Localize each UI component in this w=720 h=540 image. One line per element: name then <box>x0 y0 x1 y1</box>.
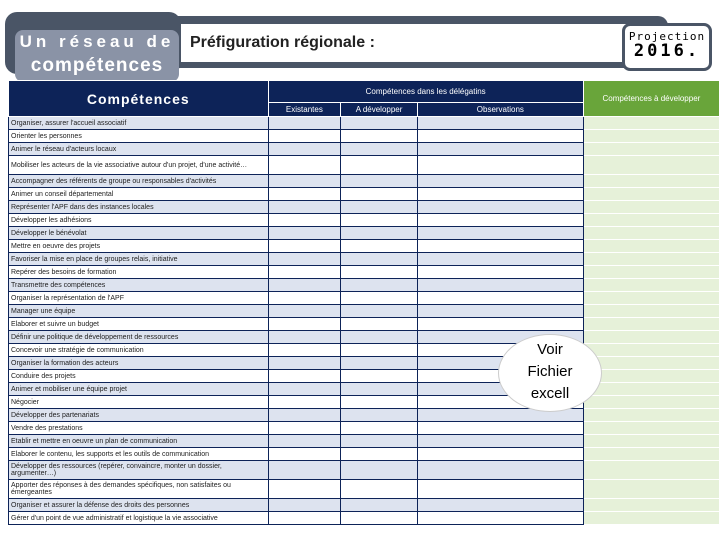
cell-competences-a-developper[interactable] <box>583 383 719 396</box>
projection-label: Projection <box>628 30 706 43</box>
cell-competences-a-developper[interactable] <box>583 227 719 240</box>
table-row <box>9 156 720 175</box>
cell-existantes[interactable] <box>268 292 341 305</box>
cell-existantes[interactable] <box>268 409 341 422</box>
cell-observations[interactable] <box>417 292 583 305</box>
competence-label: Elaborer le contenu, les supports et les outils de communication <box>9 448 269 461</box>
col-a-developper: A développer <box>341 103 418 117</box>
cell-existantes[interactable] <box>268 331 341 344</box>
cell-existantes[interactable] <box>268 305 341 318</box>
cell-observations[interactable] <box>417 461 583 480</box>
col-competences: Compétences <box>9 81 269 117</box>
cell-competences-a-developper[interactable] <box>583 318 719 331</box>
cell-existantes[interactable] <box>268 448 341 461</box>
competence-label: Vendre des prestations <box>9 422 269 435</box>
cell-a-developper[interactable] <box>341 117 418 130</box>
competence-label: Favoriser la mise en place de groupes relais, initiative <box>9 253 269 266</box>
projection-badge <box>622 23 712 71</box>
competence-label: Définir une politique de développement de ressources <box>9 331 269 344</box>
logo-line1: Un réseau de <box>19 32 175 51</box>
cell-a-developper[interactable] <box>341 156 418 175</box>
cell-existantes[interactable] <box>268 201 341 214</box>
cell-a-developper[interactable] <box>341 188 418 201</box>
cell-a-developper[interactable] <box>341 396 418 409</box>
see-excel-callout <box>498 334 602 412</box>
cell-existantes[interactable] <box>268 156 341 175</box>
cell-existantes[interactable] <box>268 480 341 499</box>
table-row <box>9 175 720 188</box>
logo <box>5 12 181 74</box>
cell-existantes[interactable] <box>268 357 341 370</box>
competence-label: Organiser, assurer l'accueil associatif <box>9 117 269 130</box>
competence-label: Représenter l'APF dans des instances locales <box>9 201 269 214</box>
table-row <box>9 318 720 331</box>
competence-label: Mettre en oeuvre des projets <box>9 240 269 253</box>
cell-a-developper[interactable] <box>341 435 418 448</box>
callout-line2: Fichier <box>527 363 573 380</box>
competence-label: Repérer des besoins de formation <box>9 266 269 279</box>
cell-existantes[interactable] <box>268 499 341 512</box>
cell-a-developper[interactable] <box>341 305 418 318</box>
table-row <box>9 409 720 422</box>
projection-year: 2016. <box>633 41 701 61</box>
table-row <box>9 461 720 480</box>
cell-observations[interactable] <box>417 201 583 214</box>
table-row <box>9 305 720 318</box>
cell-a-developper[interactable] <box>341 279 418 292</box>
competence-label: Développer le bénévolat <box>9 227 269 240</box>
competence-label: Développer des partenariats <box>9 409 269 422</box>
cell-observations[interactable] <box>417 305 583 318</box>
cell-existantes[interactable] <box>268 240 341 253</box>
table-row <box>9 422 720 435</box>
competence-label: Mobiliser les acteurs de la vie associative autour d'un projet, d'une activité… <box>9 156 269 175</box>
cell-existantes[interactable] <box>268 253 341 266</box>
cell-competences-a-developper[interactable] <box>583 253 719 266</box>
table-row <box>9 188 720 201</box>
table-row <box>9 292 720 305</box>
competence-label: Manager une équipe <box>9 305 269 318</box>
competence-label: Organiser la représentation de l'APF <box>9 292 269 305</box>
cell-a-developper[interactable] <box>341 448 418 461</box>
cell-observations[interactable] <box>417 117 583 130</box>
table-row <box>9 344 720 357</box>
cell-observations[interactable] <box>417 253 583 266</box>
cell-observations[interactable] <box>417 448 583 461</box>
cell-a-developper[interactable] <box>341 383 418 396</box>
competence-label: Transmettre des compétences <box>9 279 269 292</box>
table-row <box>9 214 720 227</box>
cell-a-developper[interactable] <box>341 409 418 422</box>
page-title: Préfiguration régionale : <box>190 34 375 51</box>
cell-competences-a-developper[interactable] <box>583 435 719 448</box>
competence-label: Orienter les personnes <box>9 130 269 143</box>
cell-competences-a-developper[interactable] <box>583 266 719 279</box>
competence-label: Animer un conseil départemental <box>9 188 269 201</box>
table-row <box>9 143 720 156</box>
competence-label: Gérer d'un point de vue administratif et logistique la vie associative <box>9 512 269 525</box>
cell-competences-a-developper[interactable] <box>583 344 719 357</box>
cell-observations[interactable] <box>417 422 583 435</box>
cell-existantes[interactable] <box>268 461 341 480</box>
cell-competences-a-developper[interactable] <box>583 117 719 130</box>
cell-existantes[interactable] <box>268 370 341 383</box>
cell-existantes[interactable] <box>268 188 341 201</box>
table-row <box>9 253 720 266</box>
cell-a-developper[interactable] <box>341 214 418 227</box>
cell-observations[interactable] <box>417 318 583 331</box>
cell-observations[interactable] <box>417 480 583 499</box>
table-row <box>9 512 720 525</box>
cell-competences-a-developper[interactable] <box>583 409 719 422</box>
cell-a-developper[interactable] <box>341 461 418 480</box>
cell-competences-a-developper[interactable] <box>583 214 719 227</box>
competence-label: Apporter des réponses à des demandes spécifiques, non satisfaites ou émergeantes <box>9 480 269 499</box>
table-row <box>9 331 720 344</box>
cell-observations[interactable] <box>417 130 583 143</box>
competence-label: Conduire des projets <box>9 370 269 383</box>
cell-a-developper[interactable] <box>341 318 418 331</box>
competence-label: Développer des ressources (repérer, convaincre, monter un dossier, argumenter…) <box>9 461 269 480</box>
table-row <box>9 117 720 130</box>
cell-competences-a-developper[interactable] <box>583 370 719 383</box>
cell-observations[interactable] <box>417 279 583 292</box>
cell-competences-a-developper[interactable] <box>583 143 719 156</box>
cell-observations[interactable] <box>417 499 583 512</box>
cell-competences-a-developper[interactable] <box>583 292 719 305</box>
cell-competences-a-developper[interactable] <box>583 240 719 253</box>
cell-observations[interactable] <box>417 266 583 279</box>
competences-table <box>8 80 720 525</box>
cell-observations[interactable] <box>417 240 583 253</box>
competence-label: Négocier <box>9 396 269 409</box>
cell-competences-a-developper[interactable] <box>583 130 719 143</box>
competence-label: Animer et mobiliser une équipe projet <box>9 383 269 396</box>
cell-existantes[interactable] <box>268 279 341 292</box>
competence-label: Organiser et assurer la défense des droits des personnes <box>9 499 269 512</box>
table-row <box>9 480 720 499</box>
cell-a-developper[interactable] <box>341 143 418 156</box>
cell-existantes[interactable] <box>268 318 341 331</box>
cell-existantes[interactable] <box>268 435 341 448</box>
cell-observations[interactable] <box>417 188 583 201</box>
cell-existantes[interactable] <box>268 383 341 396</box>
logo-line2: compétences <box>30 55 164 76</box>
cell-competences-a-developper[interactable] <box>583 188 719 201</box>
table-row <box>9 227 720 240</box>
cell-a-developper[interactable] <box>341 201 418 214</box>
cell-competences-a-developper[interactable] <box>583 331 719 344</box>
cell-competences-a-developper[interactable] <box>583 357 719 370</box>
cell-a-developper[interactable] <box>341 227 418 240</box>
col-observations: Observations <box>417 103 583 117</box>
cell-observations[interactable] <box>417 175 583 188</box>
cell-observations[interactable] <box>417 156 583 175</box>
callout-line1: Voir <box>537 341 563 358</box>
competence-label: Accompagner des référents de groupe ou responsables d'activités <box>9 175 269 188</box>
cell-existantes[interactable] <box>268 143 341 156</box>
cell-existantes[interactable] <box>268 396 341 409</box>
cell-a-developper[interactable] <box>341 292 418 305</box>
cell-observations[interactable] <box>417 512 583 525</box>
cell-competences-a-developper[interactable] <box>583 461 719 480</box>
logo-inner <box>15 30 179 82</box>
cell-a-developper[interactable] <box>341 253 418 266</box>
cell-a-developper[interactable] <box>341 512 418 525</box>
cell-competences-a-developper[interactable] <box>583 422 719 435</box>
cell-existantes[interactable] <box>268 130 341 143</box>
cell-a-developper[interactable] <box>341 499 418 512</box>
col-group-delegations: Compétences dans les délégatins <box>268 81 583 103</box>
cell-a-developper[interactable] <box>341 370 418 383</box>
callout-line3: excell <box>530 385 570 402</box>
table-row <box>9 266 720 279</box>
table-row <box>9 357 720 370</box>
col-competences-a-developper: Compétences à développer <box>583 81 719 117</box>
col-existantes: Existantes <box>268 103 341 117</box>
cell-existantes[interactable] <box>268 175 341 188</box>
cell-existantes[interactable] <box>268 266 341 279</box>
cell-competences-a-developper[interactable] <box>583 156 719 175</box>
cell-a-developper[interactable] <box>341 357 418 370</box>
cell-existantes[interactable] <box>268 422 341 435</box>
cell-competences-a-developper[interactable] <box>583 279 719 292</box>
cell-competences-a-developper[interactable] <box>583 305 719 318</box>
competence-label: Développer les adhésions <box>9 214 269 227</box>
cell-a-developper[interactable] <box>341 422 418 435</box>
cell-competences-a-developper[interactable] <box>583 201 719 214</box>
cell-competences-a-developper[interactable] <box>583 175 719 188</box>
cell-competences-a-developper[interactable] <box>583 448 719 461</box>
cell-competences-a-developper[interactable] <box>583 480 719 499</box>
cell-competences-a-developper[interactable] <box>583 512 719 525</box>
cell-existantes[interactable] <box>268 512 341 525</box>
table-row <box>9 130 720 143</box>
cell-observations[interactable] <box>417 214 583 227</box>
table-row <box>9 383 720 396</box>
table-row <box>9 240 720 253</box>
cell-competences-a-developper[interactable] <box>583 396 719 409</box>
cell-observations[interactable] <box>417 143 583 156</box>
competence-label: Concevoir une stratégie de communication <box>9 344 269 357</box>
cell-a-developper[interactable] <box>341 175 418 188</box>
table-row <box>9 201 720 214</box>
cell-a-developper[interactable] <box>341 130 418 143</box>
competence-label: Etablir et mettre en oeuvre un plan de communication <box>9 435 269 448</box>
table-row <box>9 370 720 383</box>
cell-a-developper[interactable] <box>341 344 418 357</box>
cell-existantes[interactable] <box>268 117 341 130</box>
table-row <box>9 499 720 512</box>
cell-observations[interactable] <box>417 435 583 448</box>
cell-observations[interactable] <box>417 227 583 240</box>
table-row <box>9 435 720 448</box>
cell-existantes[interactable] <box>268 344 341 357</box>
cell-existantes[interactable] <box>268 227 341 240</box>
competence-label: Organiser la formation des acteurs <box>9 357 269 370</box>
cell-a-developper[interactable] <box>341 240 418 253</box>
table-row <box>9 279 720 292</box>
table-row <box>9 448 720 461</box>
cell-a-developper[interactable] <box>341 480 418 499</box>
table-row <box>9 396 720 409</box>
competence-label: Elaborer et suivre un budget <box>9 318 269 331</box>
cell-a-developper[interactable] <box>341 331 418 344</box>
competence-label: Animer le réseau d'acteurs locaux <box>9 143 269 156</box>
cell-competences-a-developper[interactable] <box>583 499 719 512</box>
cell-existantes[interactable] <box>268 214 341 227</box>
cell-a-developper[interactable] <box>341 266 418 279</box>
